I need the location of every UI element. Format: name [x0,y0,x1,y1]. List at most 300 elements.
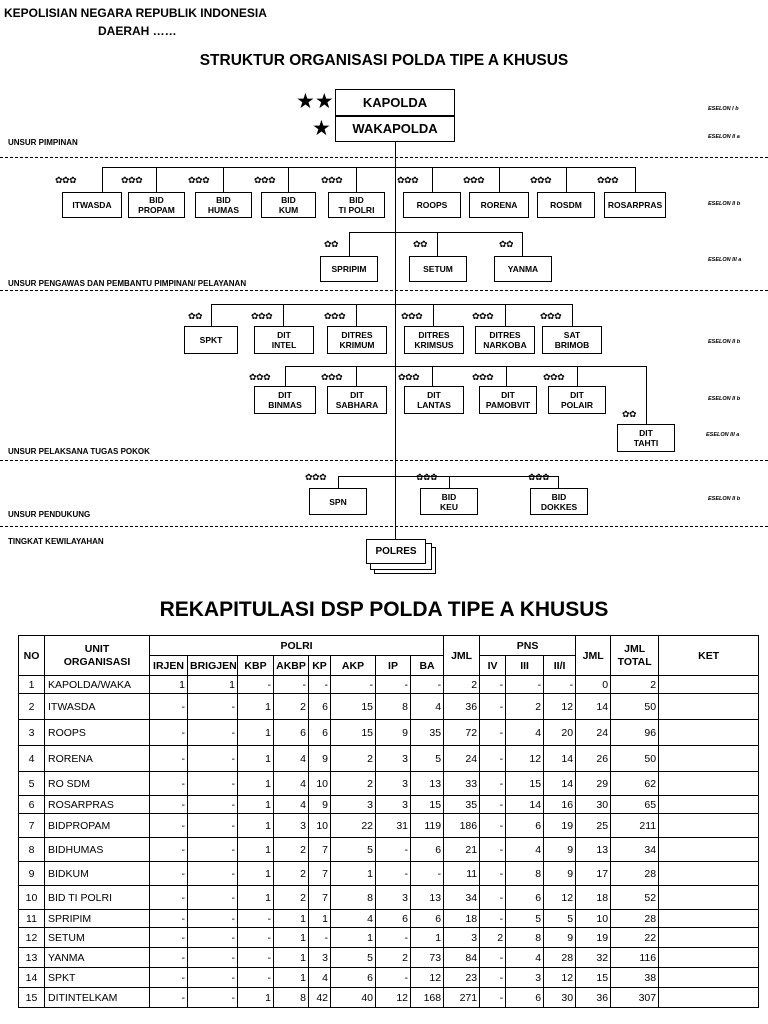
unit-box-bidhumas: BID HUMAS [195,192,252,218]
cell-jml: 23 [444,968,480,988]
cell-irjen: - [150,796,188,814]
rank-ornament-icon: ✿✿✿ [249,372,271,382]
cell-unit: SETUM [45,928,150,948]
cell-kbp: - [238,968,274,988]
cell-iii: 4 [506,948,544,968]
table-row [19,694,759,720]
col-header-kp: KP [309,656,331,676]
cell-kp: 7 [309,838,331,862]
cell-kbp: 1 [238,814,274,838]
cell-iii: 3 [506,968,544,988]
eselon-label: ESELON II b [708,396,741,402]
cell-kp: 6 [309,694,331,720]
cell-akp: 1 [331,928,376,948]
cell-ba: 15 [411,796,444,814]
col-header-ii-i: II/I [544,656,576,676]
cell-iv: - [480,988,506,1008]
table-row [19,988,759,1008]
rank-ornament-icon: ✿✿✿ [472,372,494,382]
cell-akbp: 3 [274,814,309,838]
cell-no: 12 [19,928,45,948]
cell-ip: - [376,968,411,988]
rekap-table [18,635,759,1008]
rank-ornament-icon: ✿✿✿ [321,175,343,185]
cell-ba: 13 [411,886,444,910]
cell-ii: 28 [544,948,576,968]
cell-ket [659,796,759,814]
cell-total: 28 [611,910,659,928]
cell-kbp: - [238,928,274,948]
cell-total: 22 [611,928,659,948]
cell-irjen: - [150,772,188,796]
cell-iii: 6 [506,814,544,838]
cell-akp: 15 [331,694,376,720]
cell-ket [659,814,759,838]
cell-iv: - [480,796,506,814]
cell-unit: YANMA [45,948,150,968]
cell-no: 2 [19,694,45,720]
cell-irjen: - [150,910,188,928]
unit-box-ditreskrimsus: DITRES KRIMSUS [404,326,464,354]
cell-jml: 3 [444,928,480,948]
cell-jml2: 25 [576,814,611,838]
cell-iii: - [506,676,544,694]
table-row [19,772,759,796]
cell-ba: 73 [411,948,444,968]
cell-akbp: 1 [274,948,309,968]
unit-box-rorena: RORENA [469,192,529,218]
unit-box-ditreskrimum: DITRES KRIMUM [327,326,387,354]
cell-kp: 4 [309,968,331,988]
cell-ii: 9 [544,862,576,886]
header-line-2: DAERAH …… [98,24,177,38]
cell-unit: ROOPS [45,720,150,746]
cell-ket [659,720,759,746]
cell-akp: 2 [331,746,376,772]
cell-no: 7 [19,814,45,838]
cell-no: 5 [19,772,45,796]
cell-ip: 3 [376,772,411,796]
cell-no: 8 [19,838,45,862]
cell-no: 6 [19,796,45,814]
header-line-1: KEPOLISIAN NEGARA REPUBLIK INDONESIA [4,6,267,20]
cell-iv: - [480,720,506,746]
col-header-iv: IV [480,656,506,676]
col-header-polri: POLRI [150,636,444,656]
rank-ornament-icon: ✿✿✿ [540,311,562,321]
unit-box-polres: POLRES [366,539,426,564]
cell-ii: 12 [544,886,576,910]
cell-akp: 5 [331,838,376,862]
rank-ornament-icon: ✿✿ [622,409,637,419]
cell-jml: 271 [444,988,480,1008]
cell-jml2: 14 [576,694,611,720]
table-row [19,796,759,814]
cell-brigjen: - [188,910,238,928]
table-row [19,720,759,746]
cell-kp: 9 [309,796,331,814]
cell-unit: ROSARPRAS [45,796,150,814]
cell-kbp: 1 [238,838,274,862]
cell-ket [659,862,759,886]
cell-akp: 1 [331,862,376,886]
cell-brigjen: - [188,886,238,910]
cell-ba: 35 [411,720,444,746]
cell-total: 50 [611,694,659,720]
cell-irjen: - [150,746,188,772]
unit-box-ditsabhara: DIT SABHARA [327,386,387,414]
cell-brigjen: - [188,814,238,838]
col-header-jml: JML [444,636,480,676]
cell-ip: - [376,676,411,694]
cell-unit: KAPOLDA/WAKA [45,676,150,694]
table-row [19,928,759,948]
cell-akbp: 8 [274,988,309,1008]
col-header-iii: III [506,656,544,676]
cell-ip: - [376,928,411,948]
col-header-kbp: KBP [238,656,274,676]
cell-iv: - [480,910,506,928]
cell-no: 15 [19,988,45,1008]
table-body [19,676,759,1008]
unit-box-rosdm: ROSDM [537,192,595,218]
cell-akp: 40 [331,988,376,1008]
cell-jml2: 36 [576,988,611,1008]
cell-ket [659,928,759,948]
rank-ornament-icon: ✿✿ [413,239,428,249]
rank-ornament-icon: ✿✿✿ [398,372,420,382]
main-spine-line [395,141,396,541]
cell-no: 9 [19,862,45,886]
cell-ip: 3 [376,796,411,814]
cell-akp: 15 [331,720,376,746]
section-label-pendukung: UNSUR PENDUKUNG [8,510,91,519]
cell-akbp: 1 [274,968,309,988]
cell-kbp: 1 [238,720,274,746]
cell-jml: 24 [444,746,480,772]
cell-total: 307 [611,988,659,1008]
cell-ii: 14 [544,772,576,796]
cell-kp: - [309,676,331,694]
cell-irjen: - [150,862,188,886]
table-row [19,814,759,838]
cell-akp: 3 [331,796,376,814]
cell-akp: 8 [331,886,376,910]
cell-irjen: 1 [150,676,188,694]
cell-ii: 5 [544,910,576,928]
cell-iv: - [480,676,506,694]
cell-total: 211 [611,814,659,838]
unit-box-setum: SETUM [409,256,467,282]
table-row [19,968,759,988]
cell-iv: - [480,694,506,720]
cell-irjen: - [150,928,188,948]
cell-irjen: - [150,720,188,746]
cell-akp: 2 [331,772,376,796]
cell-iii: 6 [506,886,544,910]
cell-no: 13 [19,948,45,968]
cell-ba: 13 [411,772,444,796]
cell-ip: - [376,838,411,862]
cell-kbp: 1 [238,772,274,796]
unit-box-roops: ROOPS [403,192,461,218]
unit-box-ditintel: DIT INTEL [254,326,314,354]
cell-akbp: 2 [274,886,309,910]
cell-jml2: 15 [576,968,611,988]
cell-ba: 168 [411,988,444,1008]
cell-ba: 4 [411,694,444,720]
cell-iv: - [480,746,506,772]
cell-jml2: 30 [576,796,611,814]
row3-bar [211,304,573,305]
cell-kbp: - [238,948,274,968]
eselon-label: ESELON II a [708,134,740,140]
cell-ii: 9 [544,928,576,948]
cell-iii: 15 [506,772,544,796]
cell-no: 10 [19,886,45,910]
rank-ornament-icon: ✿✿✿ [55,175,77,185]
cell-ip: 12 [376,988,411,1008]
cell-unit: BIDPROPAM [45,814,150,838]
cell-jml: 33 [444,772,480,796]
cell-ket [659,772,759,796]
unit-box-satbrimob: SAT BRIMOB [542,326,602,354]
cell-unit: SPRIPIM [45,910,150,928]
rank-ornament-icon: ✿✿ [499,239,514,249]
section-label-pelaksana: UNSUR PELAKSANA TUGAS POKOK [8,447,150,456]
cell-ba: 6 [411,838,444,862]
unit-box-bidkeu: BID KEU [420,488,478,515]
cell-iv: - [480,948,506,968]
unit-box-biddokkes: BID DOKKES [530,488,588,515]
rank-ornament-icon: ✿✿✿ [416,472,438,482]
unit-box-ditlantas: DIT LANTAS [404,386,464,414]
cell-iii: 8 [506,862,544,886]
cell-iv: - [480,814,506,838]
cell-unit: BIDHUMAS [45,838,150,862]
cell-akbp: 6 [274,720,309,746]
unit-box-bidkum: BID KUM [261,192,316,218]
cell-kp: - [309,928,331,948]
cell-kbp: - [238,910,274,928]
rank-ornament-icon: ✿✿✿ [530,175,552,185]
cell-ket [659,694,759,720]
col-header-akp: AKP [331,656,376,676]
cell-brigjen: - [188,862,238,886]
cell-unit: RO SDM [45,772,150,796]
cell-jml: 21 [444,838,480,862]
cell-jml2: 17 [576,862,611,886]
col-header-jml-pns: JML [576,636,611,676]
cell-jml2: 32 [576,948,611,968]
cell-iii: 2 [506,694,544,720]
cell-kbp: 1 [238,746,274,772]
table-row [19,676,759,694]
cell-brigjen: - [188,694,238,720]
unit-box-itwasda: ITWASDA [62,192,122,218]
cell-irjen: - [150,886,188,910]
cell-kbp: 1 [238,862,274,886]
cell-jml2: 18 [576,886,611,910]
cell-akp: 4 [331,910,376,928]
cell-ket [659,746,759,772]
cell-iii: 12 [506,746,544,772]
unit-box-spkt: SPKT [184,326,238,354]
cell-kp: 7 [309,886,331,910]
rank-ornament-icon: ✿✿✿ [188,175,210,185]
cell-akbp: 4 [274,772,309,796]
unit-box-ditahti: DIT TAHTI [617,424,675,452]
unit-box-kapolda: KAPOLDA [335,89,455,116]
cell-ket [659,676,759,694]
cell-iii: 5 [506,910,544,928]
cell-jml2: 24 [576,720,611,746]
cell-unit: ITWASDA [45,694,150,720]
cell-jml: 34 [444,886,480,910]
col-header-pns: PNS [480,636,576,656]
cell-ket [659,886,759,910]
cell-iv: - [480,886,506,910]
cell-ii: 14 [544,746,576,772]
unit-box-spripim: SPRIPIM [320,256,378,282]
cell-ba: - [411,676,444,694]
separator-line [0,157,768,158]
unit-box-bidtipolri: BID TI POLRI [328,192,385,218]
cell-akbp: - [274,676,309,694]
cell-ket [659,948,759,968]
cell-ii: 9 [544,838,576,862]
table-row [19,862,759,886]
cell-iii: 14 [506,796,544,814]
unit-box-yanma: YANMA [494,256,552,282]
chart-title: STRUKTUR ORGANISASI POLDA TIPE A KHUSUS [199,52,569,69]
cell-brigjen: - [188,796,238,814]
cell-jml2: 0 [576,676,611,694]
cell-brigjen: - [188,720,238,746]
cell-akbp: 1 [274,928,309,948]
cell-iv: - [480,968,506,988]
cell-iv: - [480,838,506,862]
cell-ket [659,968,759,988]
table-row [19,886,759,910]
cell-kp: 10 [309,772,331,796]
cell-kbp: 1 [238,796,274,814]
rank-ornament-icon: ✿✿✿ [397,175,419,185]
cell-total: 65 [611,796,659,814]
unit-box-bidpropam: BID PROPAM [128,192,185,218]
cell-iv: 2 [480,928,506,948]
cell-jml: 18 [444,910,480,928]
unit-box-wakapolda: WAKAPOLDA [335,116,455,142]
rank-ornament-icon: ✿✿✿ [528,472,550,482]
cell-ii: 19 [544,814,576,838]
cell-jml2: 13 [576,838,611,862]
cell-no: 11 [19,910,45,928]
cell-iv: - [480,862,506,886]
cell-kbp: 1 [238,886,274,910]
rank-ornament-icon: ✿✿✿ [121,175,143,185]
rank-ornament-icon: ✿✿ [324,239,339,249]
cell-ip: 9 [376,720,411,746]
separator-line [0,290,768,291]
cell-total: 50 [611,746,659,772]
cell-unit: BIDKUM [45,862,150,886]
cell-jml: 186 [444,814,480,838]
unit-box-ditpamobvit: DIT PAMOBVIT [479,386,537,414]
cell-iii: 8 [506,928,544,948]
col-header-ba: BA [411,656,444,676]
separator-line [0,526,768,527]
cell-total: 34 [611,838,659,862]
cell-ip: 3 [376,746,411,772]
cell-total: 62 [611,772,659,796]
eselon-label: ESELON II b [708,201,741,207]
rank-ornament-icon: ✿✿✿ [472,311,494,321]
cell-jml: 72 [444,720,480,746]
cell-iii: 6 [506,988,544,1008]
cell-kp: 10 [309,814,331,838]
cell-unit: SPKT [45,968,150,988]
cell-kbp: 1 [238,988,274,1008]
cell-ii: 20 [544,720,576,746]
cell-ba: 6 [411,910,444,928]
cell-akbp: 4 [274,796,309,814]
cell-brigjen: - [188,988,238,1008]
cell-total: 2 [611,676,659,694]
cell-iii: 4 [506,720,544,746]
col-header-total: JML TOTAL [611,636,659,676]
cell-iii: 4 [506,838,544,862]
cell-ip: 8 [376,694,411,720]
cell-no: 4 [19,746,45,772]
cell-kp: 7 [309,862,331,886]
row4-bar [285,366,647,367]
star-icon: ★ [312,117,331,140]
cell-kp: 6 [309,720,331,746]
cell-total: 52 [611,886,659,910]
cell-ba: 12 [411,968,444,988]
table-row [19,746,759,772]
cell-ba: - [411,862,444,886]
unit-box-rosarpras: ROSARPRAS [604,192,666,218]
cell-brigjen: 1 [188,676,238,694]
cell-total: 38 [611,968,659,988]
cell-jml: 84 [444,948,480,968]
section-label-pimpinan: UNSUR PIMPINAN [8,138,78,147]
eselon-label: ESELON III a [708,257,742,263]
cell-ba: 5 [411,746,444,772]
cell-akbp: 4 [274,746,309,772]
cell-akbp: 2 [274,862,309,886]
cell-ii: 12 [544,694,576,720]
eselon-label: ESELON III a [706,432,740,438]
eselon-label: ESELON II b [708,496,741,502]
star-icon: ★★ [296,90,334,113]
cell-brigjen: - [188,838,238,862]
col-header-brigjen: BRIGJEN [188,656,238,676]
cell-kp: 42 [309,988,331,1008]
cell-ket [659,988,759,1008]
rank-ornament-icon: ✿✿✿ [401,311,423,321]
cell-irjen: - [150,968,188,988]
row1-bar [102,167,636,168]
unit-box-spn: SPN [309,488,367,515]
unit-box-ditpolair: DIT POLAIR [548,386,606,414]
cell-ba: 1 [411,928,444,948]
cell-jml2: 26 [576,746,611,772]
cell-unit: DITINTELKAM [45,988,150,1008]
cell-irjen: - [150,988,188,1008]
